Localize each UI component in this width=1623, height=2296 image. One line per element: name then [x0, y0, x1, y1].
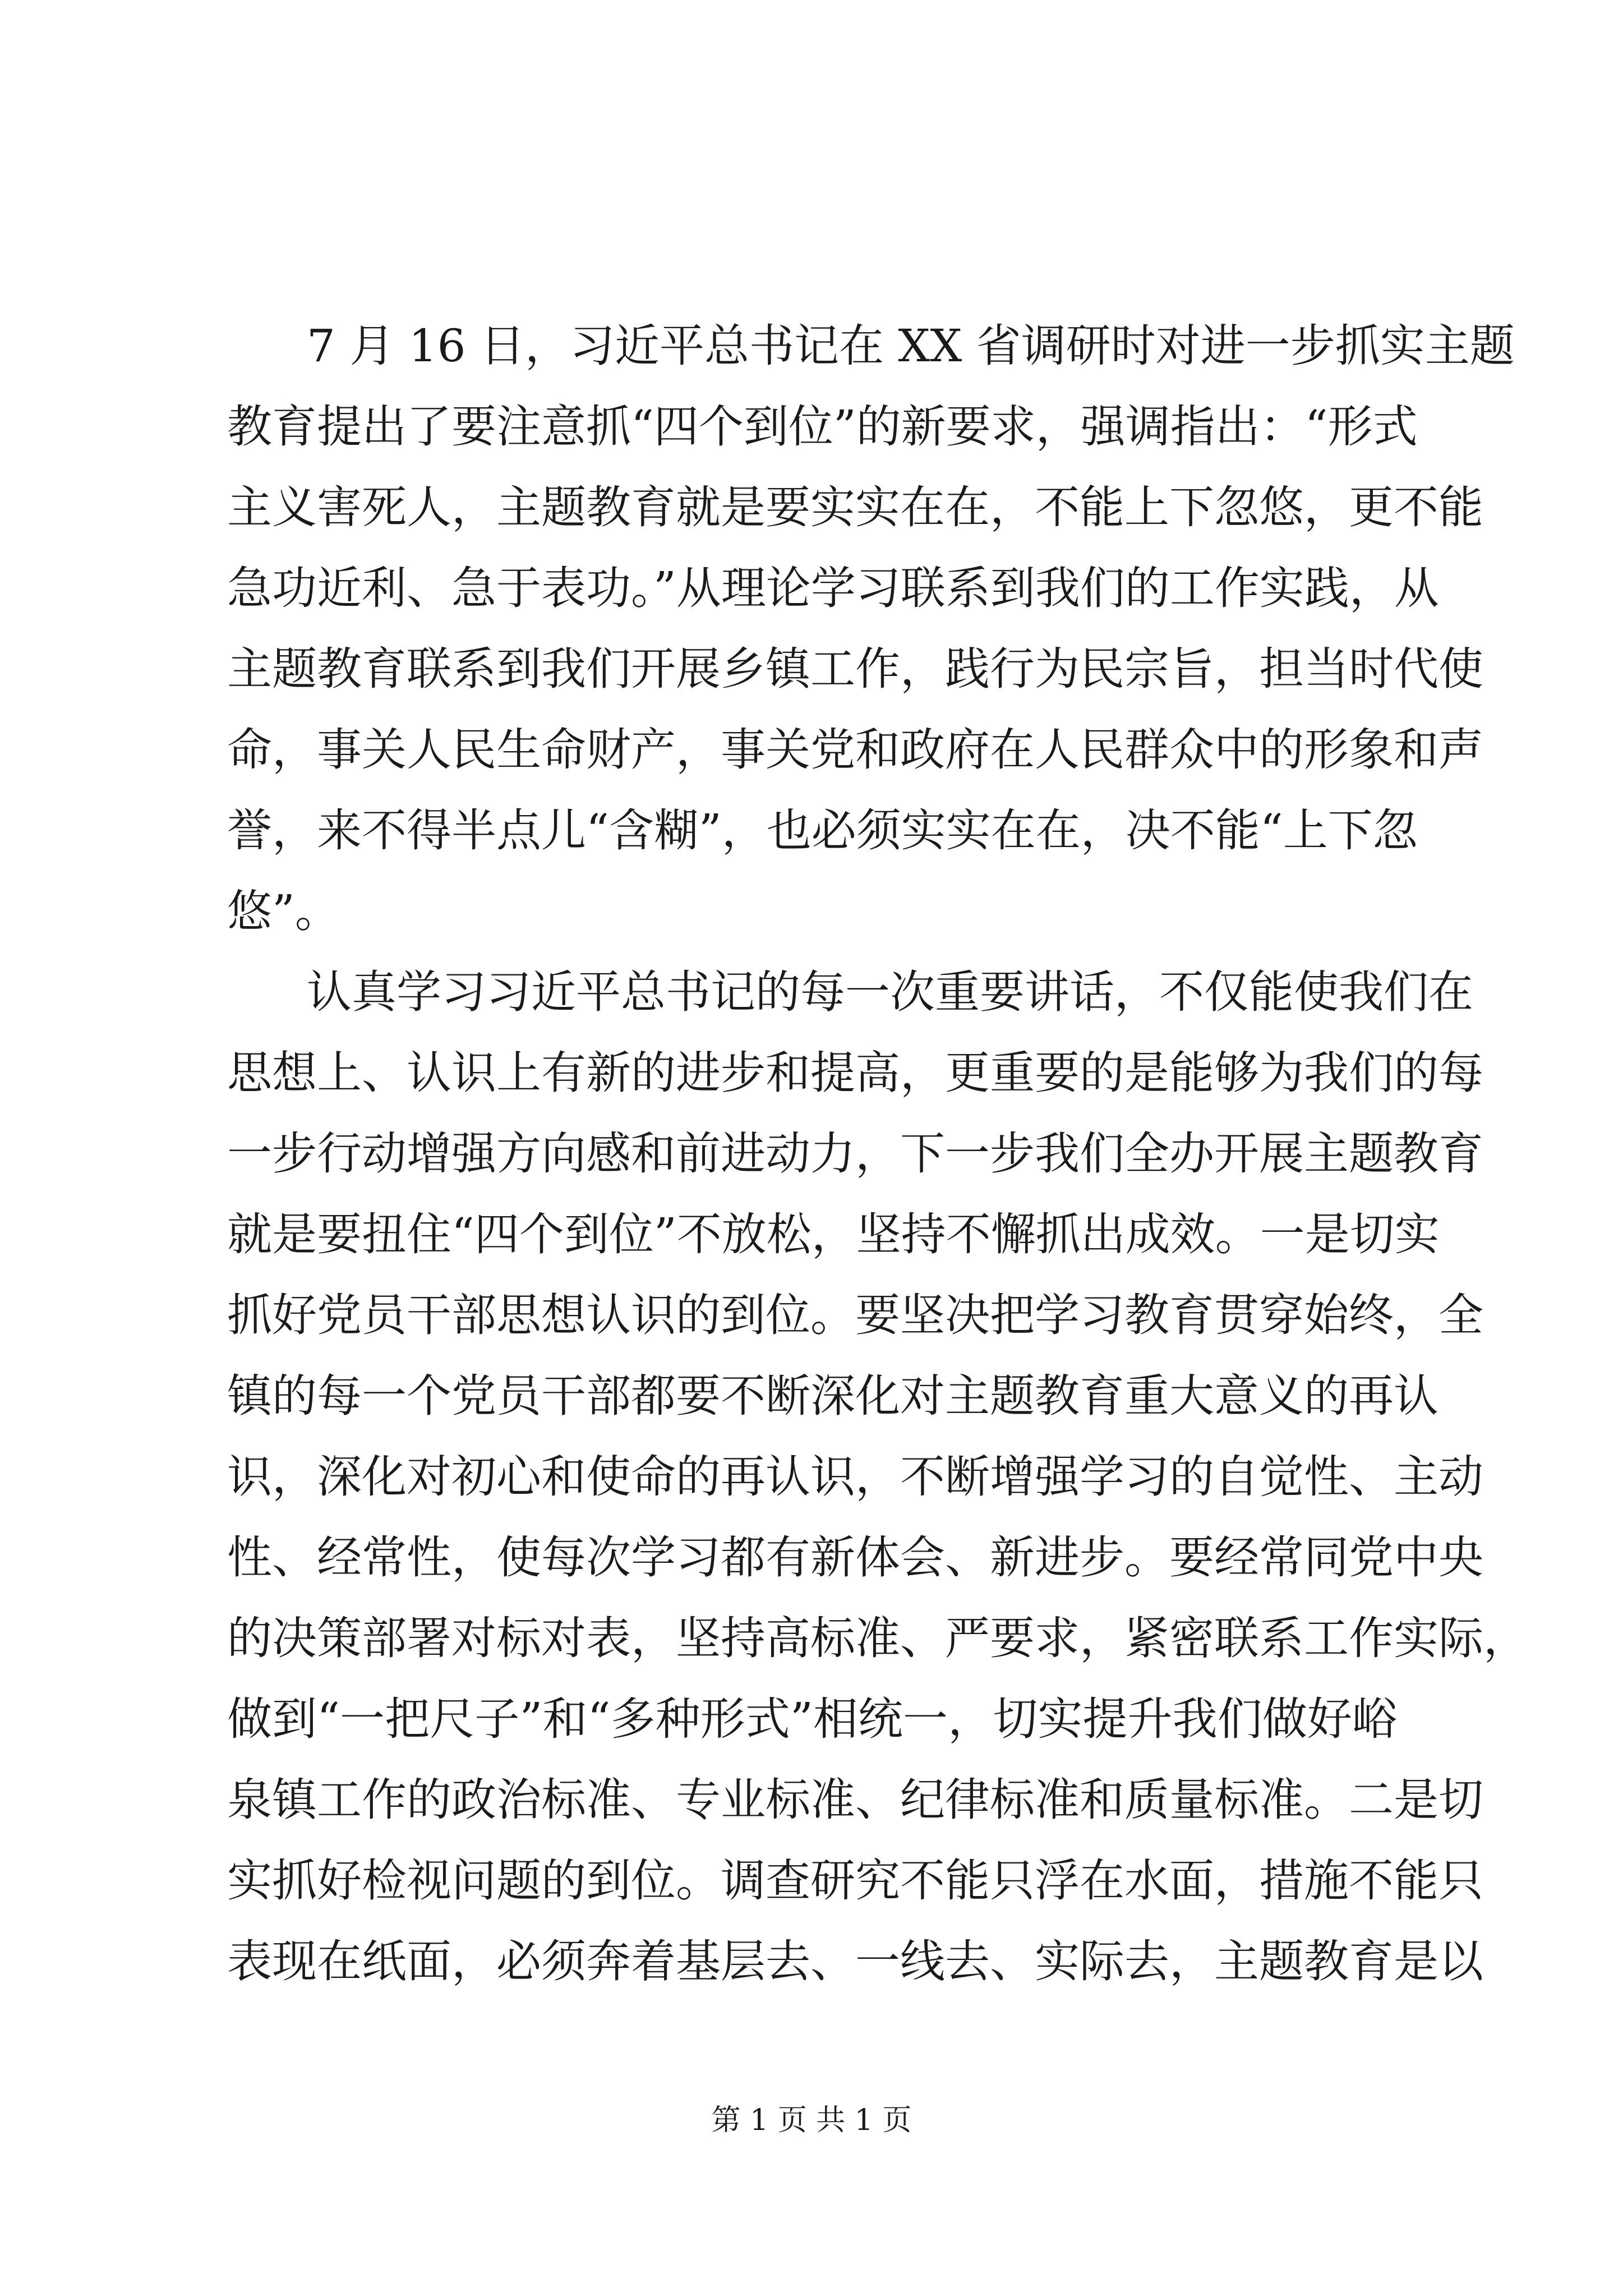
- paragraph-line: 实抓好检视问题的到位。调查研究不能只浮在水面，措施不能只: [227, 1855, 1483, 1907]
- document-body: [227, 306, 1528, 2002]
- paragraph-line: 泉镇工作的政治标准、专业标准、纪律标准和质量标准。二是切: [227, 1774, 1483, 1826]
- paragraph-line: 性、经常性，使每次学习都有新体会、新进步。要经常同党中央: [227, 1531, 1483, 1584]
- paragraph-line: 教育提出了要注意抓“四个到位”的新要求，强调指出：“形式: [227, 401, 1418, 453]
- paragraph-line: 做到“一把尺子”和“多种形式”相统一，切实提升我们做好峪: [227, 1693, 1397, 1745]
- paragraph-1: [227, 306, 1515, 952]
- paragraph-line: 主题教育联系到我们开展乡镇工作，践行为民宗旨，担当时代使: [227, 643, 1483, 695]
- paragraph-line: 表现在纸面，必须奔着基层去、一线去、实际去，主题教育是以: [227, 1935, 1483, 1987]
- paragraph-line: 7 月 16 日，习近平总书记在 XX 省调研时对进一步抓实主题: [307, 320, 1515, 372]
- paragraph-line: 镇的每一个党员干部都要不断深化对主题教育重大意义的再认: [227, 1370, 1438, 1422]
- paragraph-line: 命，事关人民生命财产，事关党和政府在人民群众中的形象和声: [227, 724, 1483, 776]
- paragraph-line: 誉，来不得半点儿“含糊”，也必须实实在在，决不能“上下忽: [227, 804, 1418, 857]
- paragraph-line: 就是要扭住“四个到位”不放松，坚持不懈抓出成效。一是切实: [227, 1208, 1440, 1260]
- paragraph-line: 抓好党员干部思想认识的到位。要坚决把学习教育贯穿始终，全: [227, 1289, 1483, 1341]
- paragraph-line: 一步行动增强方向感和前进动力，下一步我们全办开展主题教育: [227, 1128, 1483, 1180]
- paragraph-line: 主义害死人，主题教育就是要实实在在，不能上下忽悠，更不能: [227, 481, 1483, 533]
- paragraph-line: 悠”。: [227, 885, 340, 937]
- paragraph-line: 识，深化对初心和使命的再认识，不断增强学习的自觉性、主动: [227, 1451, 1483, 1503]
- page-number-label: 第 1 页 共 1 页: [711, 2104, 912, 2137]
- paragraph-line: 思想上、认识上有新的进步和提高，更重要的是能够为我们的每: [227, 1047, 1483, 1099]
- paragraph-line: 急功近利、急于表功。”从理论学习联系到我们的工作实践，从: [227, 562, 1439, 614]
- paragraph-line: 认真学习习近平总书记的每一次重要讲话，不仅能使我们在: [307, 966, 1473, 1018]
- paragraph-2: [227, 952, 1528, 2002]
- page-footer: [0, 2101, 1623, 2140]
- paragraph-line: 的决策部署对标对表，坚持高标准、严要求，紧密联系工作实际，: [227, 1612, 1528, 1664]
